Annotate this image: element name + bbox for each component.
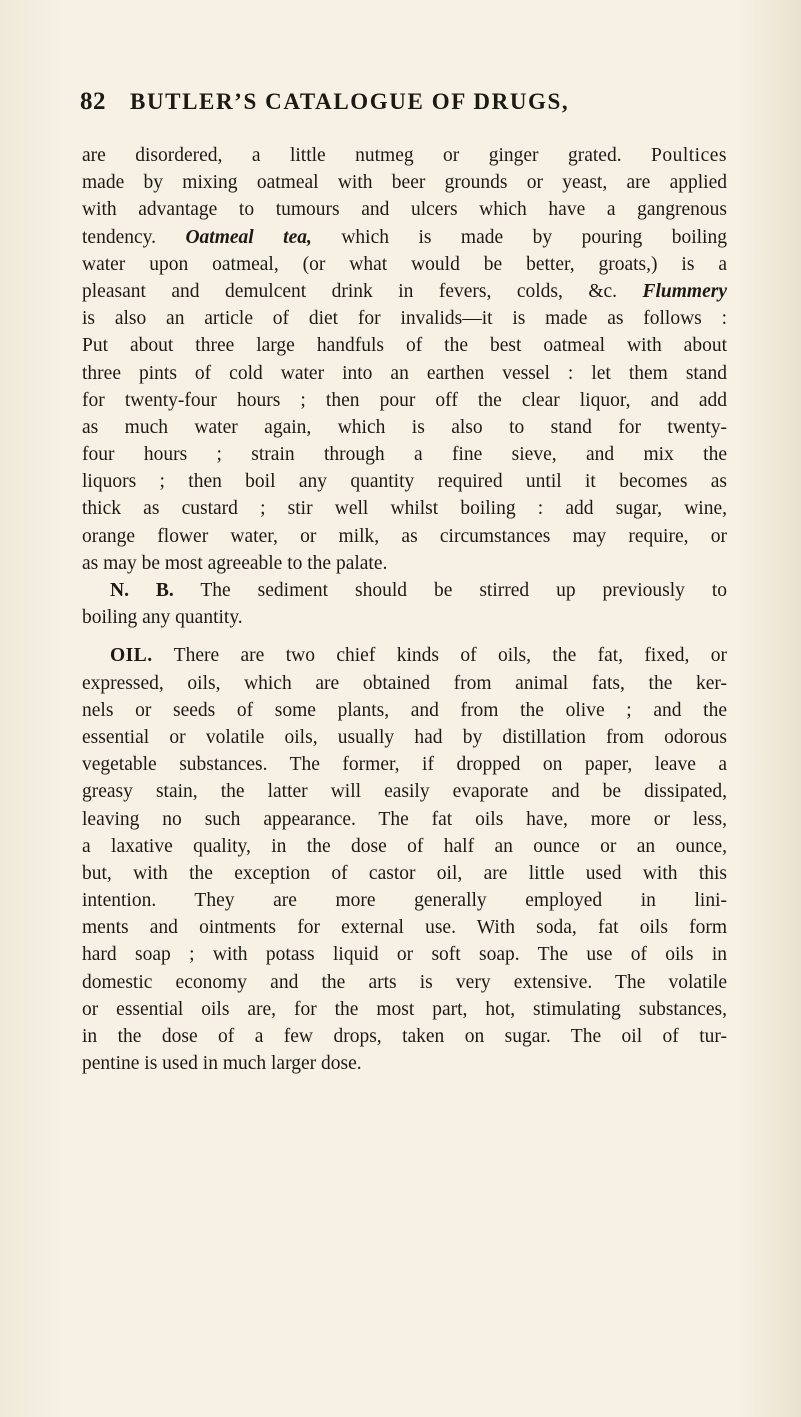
text-line: but, with the exception of castor oil, are little used with this: [82, 862, 727, 884]
text-line: OIL. There are two chief kinds of oils, the fat, fixed, or: [110, 645, 727, 667]
text-line: essential or volatile oils, usually had by distillation from odorous: [82, 726, 727, 748]
term-oatmeal-tea: Oatmeal tea,: [185, 226, 312, 248]
text-line: hard soap ; with potass liquid or soft soap. The use of oils in: [82, 944, 727, 966]
text-line: in the dose of a few drops, taken on sugar. The oil of tur-: [82, 1026, 727, 1047]
text-line: for twenty-four hours ; then pour off the clear liquor, and add: [82, 389, 727, 411]
running-head: [80, 88, 730, 124]
text-line: pentine is used in much larger dose.: [82, 1053, 362, 1075]
text-line: domestic economy and the arts is very extensive. The volatile: [82, 971, 727, 993]
text-line: N. B. The sediment should be stirred up previously to: [110, 580, 727, 601]
text-line: Put about three large handfuls of the best oatmeal with about: [82, 335, 727, 357]
text-line: vegetable substances. The former, if dropped on paper, leave a: [82, 754, 727, 776]
text-line: made by mixing oatmeal with beer grounds or yeast, are applied: [82, 172, 727, 194]
note-marker: N. B.: [110, 580, 174, 601]
text-line: pleasant and demulcent drink in fevers, colds, &c. Flummery: [82, 280, 727, 302]
text-line: or essential oils are, for the most part, hot, stimulating substances,: [82, 998, 727, 1020]
term-flummery: Flummery: [642, 280, 727, 302]
term-poultices: Poultices: [651, 145, 727, 166]
text-line: three pints of cold water into an earthen vessel : let them stand: [82, 362, 727, 384]
text-line: are disordered, a little nutmeg or ginger grated. Poultices: [82, 145, 727, 166]
text-line: orange flower water, or milk, as circumstances may require, or: [82, 525, 727, 547]
text-line: four hours ; strain through a fine sieve, and mix the: [82, 444, 727, 466]
body-text: [82, 142, 727, 1077]
text-line: with advantage to tumours and ulcers which have a gangrenous: [82, 199, 727, 221]
text-line: thick as custard ; stir well whilst boiling : add sugar, wine,: [82, 498, 727, 520]
text-line: greasy stain, the latter will easily evaporate and be dissipated,: [82, 781, 727, 803]
text-line: boiling any quantity.: [82, 607, 243, 629]
text-line: water upon oatmeal, (or what would be better, groats,) is a: [82, 253, 727, 275]
text-line: is also an article of diet for invalids—it is made as follows :: [82, 308, 727, 330]
text-line: liquors ; then boil any quantity required until it becomes as: [82, 471, 727, 493]
text-line: ments and ointments for external use. With soda, fat oils form: [82, 917, 727, 939]
text-line: tendency. Oatmeal tea, which is made by pouring boiling: [82, 226, 727, 248]
text-line: expressed, oils, which are obtained from animal fats, the ker-: [82, 672, 727, 694]
term-oil: OIL.: [110, 645, 153, 667]
page-number: 82: [80, 88, 106, 115]
text-line: intention. They are more generally employed in lini-: [82, 890, 727, 912]
running-title: BUTLER’S CATALOGUE OF DRUGS,: [130, 89, 570, 114]
text-line: as may be most agreeable to the palate.: [82, 552, 388, 574]
text-line: as much water again, which is also to stand for twenty-: [82, 416, 727, 438]
text-line: a laxative quality, in the dose of half an ounce or an ounce,: [82, 835, 727, 857]
text-line: nels or seeds of some plants, and from the olive ; and the: [82, 699, 727, 721]
text-line: leaving no such appearance. The fat oils have, more or less,: [82, 808, 727, 830]
